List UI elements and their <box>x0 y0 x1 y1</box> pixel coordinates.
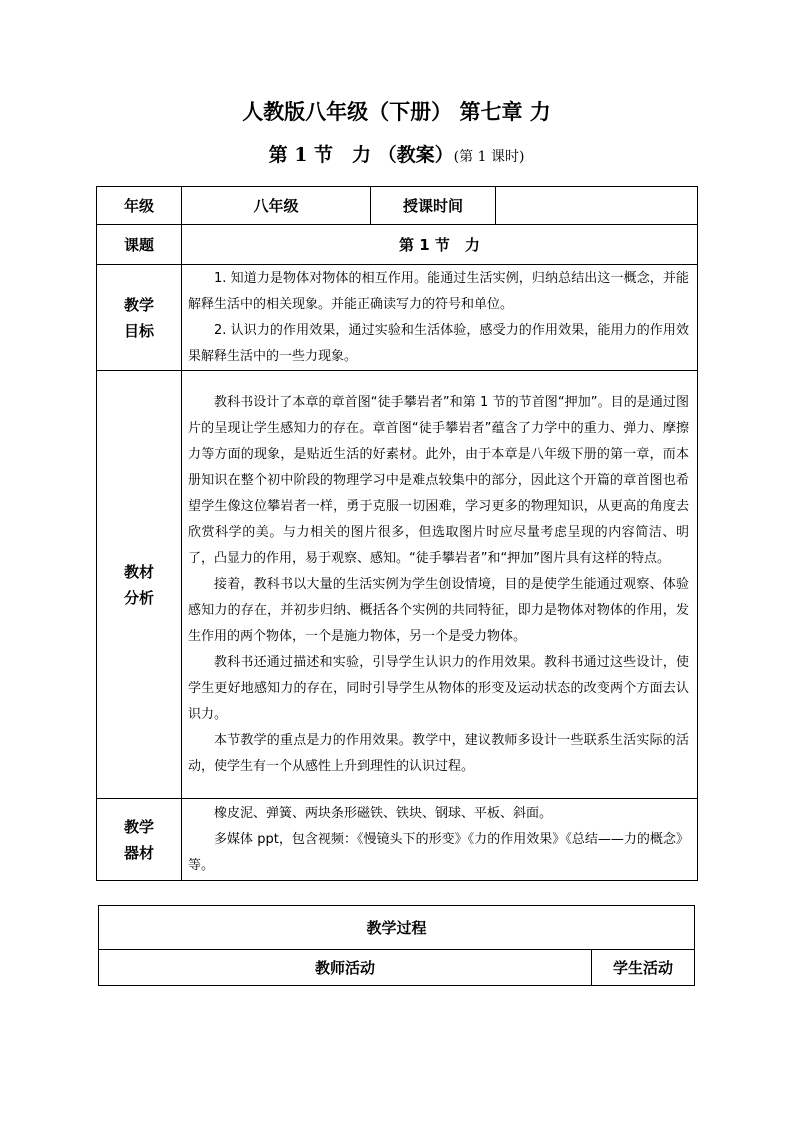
materials-cell <box>182 799 698 881</box>
teaching-process-table <box>98 905 695 986</box>
goals-cell <box>182 265 698 371</box>
topic-row <box>97 225 698 265</box>
process-title-row <box>99 906 695 950</box>
materials-row <box>97 799 698 881</box>
analysis-paragraph: 接着，教科书以大量的生活实例为学生创设情境，目的是使学生能通过观察、体验感知力的存在，并初步归纳、概括各个实例的共同特征，即力是物体对物体的作用，发生作用的两个物体，一个是施力物体，另一个是受力物体。 <box>188 576 689 644</box>
analysis-cell <box>182 371 698 799</box>
time-value <box>496 187 698 225</box>
subtitle-lesson: (第 1 课时) <box>453 149 525 165</box>
materials-label: 教学 器材 <box>97 799 182 881</box>
subtitle-main: 第 1 节 力 （教案） <box>268 144 454 166</box>
materials-item: 多媒体 ppt，包含视频：《慢镜头下的形变》《力的作用效果》《总结——力的概念》等。 <box>188 831 689 873</box>
lesson-info-table <box>96 186 698 881</box>
goal-item: 2. 认识力的作用效果，通过实验和生活体验，感受力的作用效果，能用力的作用效果解释生活中的一些力现象。 <box>188 322 689 364</box>
materials-item: 橡皮泥、弹簧、两块条形磁铁、铁块、钢球、平板、斜面。 <box>214 805 553 821</box>
goal-item: 1. 知道力是物体对物体的相互作用。能通过生活实例，归纳总结出这一概念，并能解释生活中的相关现象。并能正确读写力的符号和单位。 <box>188 270 689 312</box>
teacher-activity-header: 教师活动 <box>99 950 592 986</box>
topic-label: 课题 <box>97 225 182 265</box>
process-header-row <box>99 950 695 986</box>
document-title: 人教版八年级（下册） 第七章 力 <box>242 99 551 124</box>
analysis-row <box>97 371 698 799</box>
goals-label: 教学 目标 <box>97 265 182 371</box>
analysis-paragraph: 教科书设计了本章的章首图“徒手攀岩者”和第 1 节的节首图“押加”。目的是通过图片的呈现让学生感知力的存在。章首图“徒手攀岩者”蕴含了力学中的重力、弹力、摩擦力等方面的现象，是贴近生活的好素材。此外，由于本章是八年级下册的第一章，而本册知识在整个初中阶段的物理学习中是难点较集中的部分，因此这个开篇的章首图也希望学生像这位攀岩者一样，勇于克服一切困难，学习更多的物理知识，从更高的角度去欣赏科学的美。与力相关的图片很多，但选取图片时应尽量考虑呈现的内容简洁、明了，凸显力的作用，易于观察、感知。“徒手攀岩者”和“押加”图片具有这样的特点。 <box>188 394 689 566</box>
time-label: 授课时间 <box>371 187 496 225</box>
grade-label: 年级 <box>97 187 182 225</box>
student-activity-header: 学生活动 <box>592 950 695 986</box>
analysis-paragraph: 本节教学的重点是力的作用效果。教学中，建议教师多设计一些联系生活实际的活动，使学生有一个从感性上升到理性的认识过程。 <box>188 732 689 774</box>
grade-value: 八年级 <box>182 187 371 225</box>
goals-row <box>97 265 698 371</box>
topic-value: 第 1 节 力 <box>182 225 698 265</box>
analysis-label: 教材 分析 <box>97 371 182 799</box>
document-subtitle <box>0 140 793 167</box>
process-title: 教学过程 <box>99 906 695 950</box>
analysis-paragraph: 教科书还通过描述和实验，引导学生认识力的作用效果。教科书通过这些设计，使学生更好地感知力的存在，同时引导学生从物体的形变及运动状态的改变两个方面去认识力。 <box>188 654 689 722</box>
grade-row <box>97 187 698 225</box>
